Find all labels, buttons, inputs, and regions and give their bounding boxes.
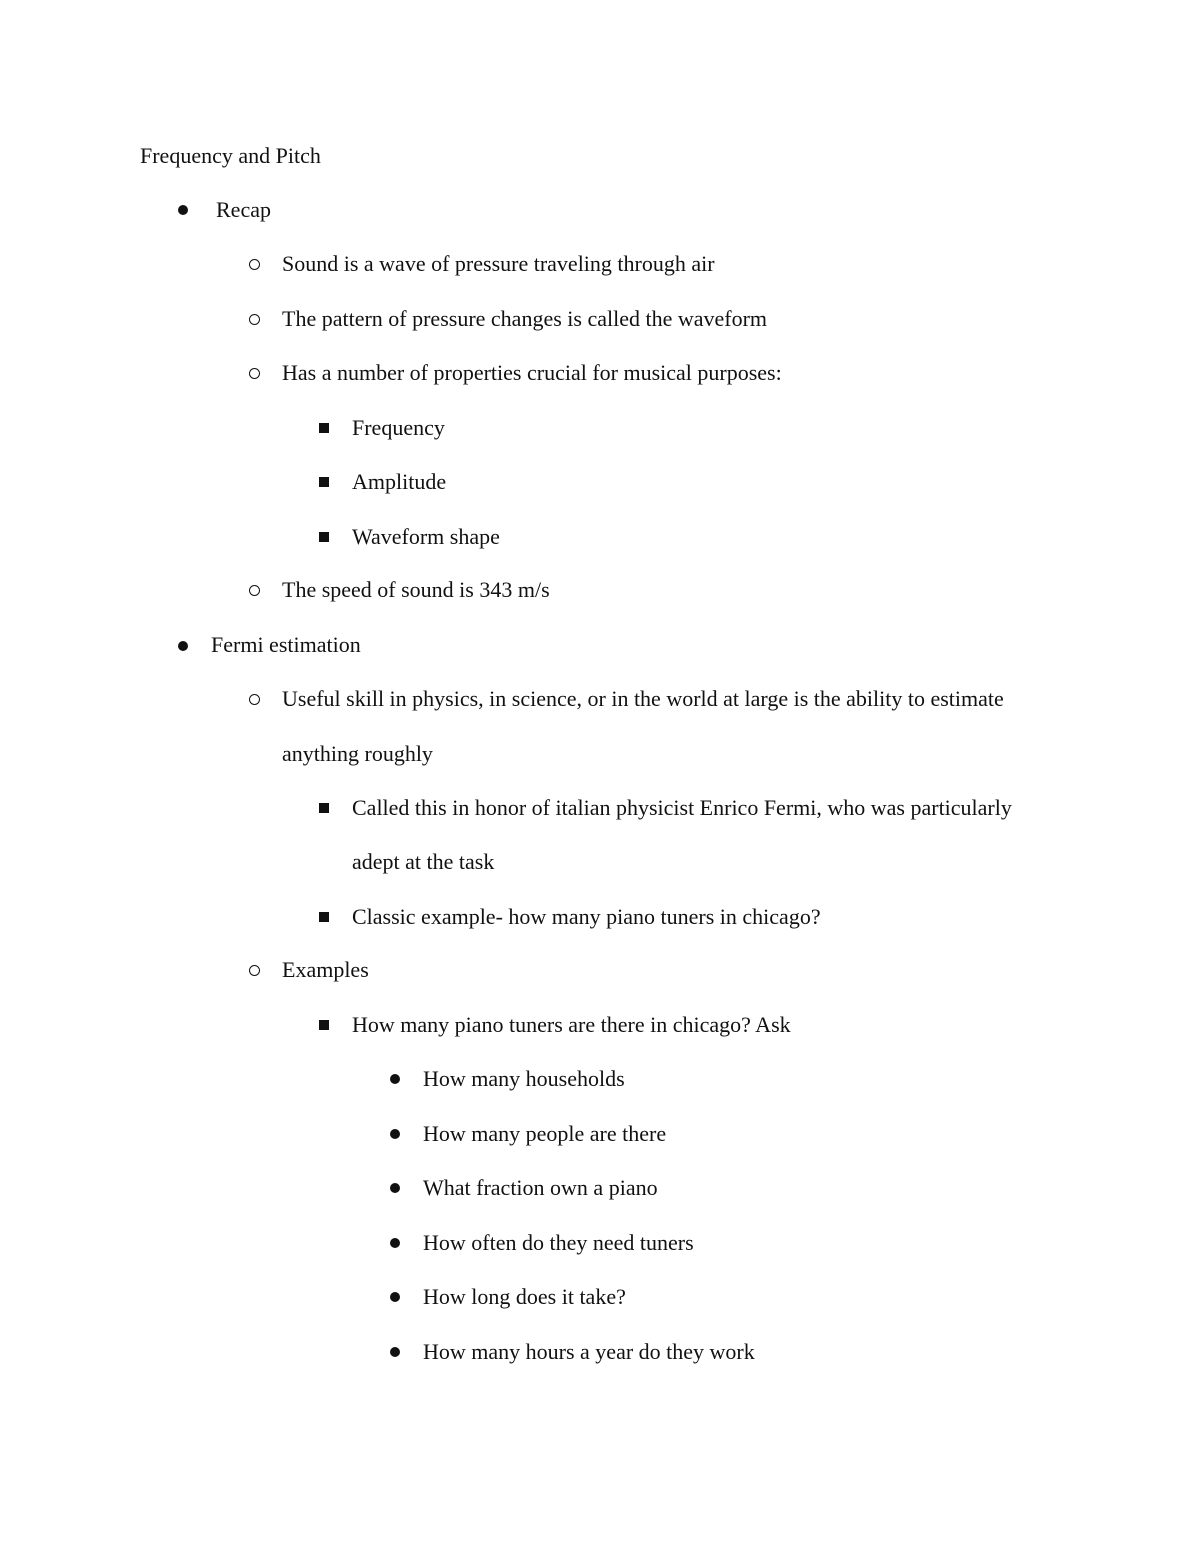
- recap-item: Has a number of properties crucial for musical purposes:: [282, 360, 782, 385]
- circle-bullet-icon: [249, 314, 260, 325]
- circle-bullet-icon: [249, 585, 260, 596]
- square-bullet-icon: [319, 423, 329, 433]
- fermi-named-line: Called this in honor of italian physicist Enrico Fermi, who was particularly: [352, 795, 1012, 820]
- disc-bullet-icon: [178, 641, 188, 651]
- document-title: Frequency and Pitch: [140, 143, 321, 168]
- property-item: Amplitude: [352, 469, 447, 494]
- fermi-heading: Fermi estimation: [211, 632, 361, 657]
- circle-bullet-icon: [249, 694, 260, 705]
- circle-bullet-icon: [249, 259, 260, 270]
- fermi-named-line: adept at the task: [352, 849, 495, 874]
- square-bullet-icon: [319, 1020, 329, 1030]
- disc-bullet-icon: [390, 1183, 400, 1193]
- property-item: Waveform shape: [352, 524, 500, 549]
- circle-bullet-icon: [249, 965, 260, 976]
- sub-question: How long does it take?: [423, 1284, 626, 1309]
- disc-bullet-icon: [390, 1129, 400, 1139]
- recap-heading: Recap: [216, 197, 271, 222]
- property-item: Frequency: [352, 415, 445, 440]
- disc-bullet-icon: [178, 205, 188, 215]
- disc-bullet-icon: [390, 1238, 400, 1248]
- sub-question: How often do they need tuners: [423, 1230, 694, 1255]
- examples-heading: Examples: [282, 957, 369, 982]
- fermi-skill-line: Useful skill in physics, in science, or in the world at large is the ability to estimate: [282, 686, 1004, 711]
- circle-bullet-icon: [249, 368, 260, 379]
- recap-item: The pattern of pressure changes is called the waveform: [282, 306, 768, 331]
- recap-item: The speed of sound is 343 m/s: [282, 577, 550, 602]
- sub-question: How many people are there: [423, 1121, 667, 1146]
- sub-question: How many hours a year do they work: [423, 1339, 755, 1364]
- sub-question: How many households: [423, 1066, 625, 1091]
- square-bullet-icon: [319, 477, 329, 487]
- square-bullet-icon: [319, 912, 329, 922]
- disc-bullet-icon: [390, 1347, 400, 1357]
- square-bullet-icon: [319, 803, 329, 813]
- recap-item: Sound is a wave of pressure traveling through air: [282, 251, 715, 276]
- fermi-classic-example: Classic example- how many piano tuners in chicago?: [352, 904, 821, 929]
- disc-bullet-icon: [390, 1074, 400, 1084]
- square-bullet-icon: [319, 532, 329, 542]
- example-question: How many piano tuners are there in chicago? Ask: [352, 1012, 791, 1037]
- sub-question: What fraction own a piano: [423, 1175, 658, 1200]
- fermi-skill-line: anything roughly: [282, 741, 433, 766]
- disc-bullet-icon: [390, 1292, 400, 1302]
